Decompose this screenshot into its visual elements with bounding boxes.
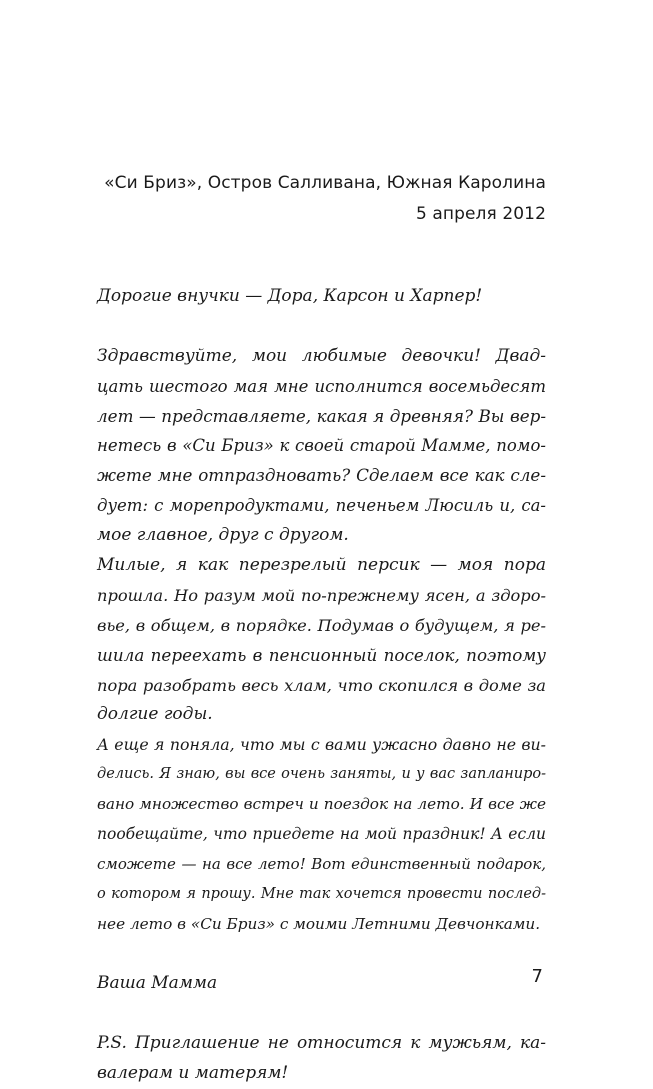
paragraph-1: [97, 342, 546, 551]
text-line: прошла. Но разум мой по-прежнему ясен, а здоро-: [97, 585, 546, 605]
salutation: Дорогие внучки — Дора, Карсон и Харпер!: [97, 286, 483, 306]
location-line: «Си Бриз», Остров Салливана, Южная Каролина: [104, 173, 546, 193]
postscript: [97, 1029, 546, 1089]
text-line: пора разобрать весь хлам, что скопился в доме за: [97, 675, 546, 695]
text-line: P.S. Приглашение не относится к мужьям, ка-: [97, 1033, 546, 1054]
paragraph-3: [97, 730, 546, 939]
text-line: нее лето в «Си Бриз» с моими Летними Девчонками.: [97, 914, 541, 933]
text-line: вано множество встреч и поездок на лето. И все же: [97, 795, 546, 814]
page-number: 7: [531, 966, 543, 987]
letter-header: [104, 168, 546, 230]
text-line: А еще я поняла, что мы с вами ужасно давно не ви-: [97, 735, 546, 755]
text-line: делись. Я знаю, вы все очень заняты, и у вас запланиро-: [97, 766, 546, 783]
date-line: 5 апреля 2012: [415, 204, 546, 224]
text-line: валерам и матерям!: [97, 1063, 289, 1084]
text-line: Милые, я как перезрелый персик — моя пора: [97, 555, 546, 576]
text-line: долгие годы.: [97, 704, 213, 725]
text-line: лет — представляете, какая я древняя? Вы вер-: [97, 405, 546, 426]
text-line: шила переехать в пенсионный поселок, поэтому: [97, 644, 546, 665]
text-line: жете мне отпраздновать? Сделаем все как сле-: [97, 465, 546, 486]
signature: Ваша Мамма: [97, 973, 218, 994]
text-line: нетесь в «Си Бриз» к своей старой Мамме, помо-: [97, 436, 546, 456]
text-line: Здравствуйте, мои любимые девочки! Двад-: [97, 345, 546, 366]
text-line: мое главное, друг с другом.: [97, 525, 349, 546]
paragraph-2: [97, 551, 546, 730]
text-line: пообещайте, что приедете на мой праздник! А если: [97, 825, 546, 844]
text-line: о котором я прошу. Мне так хочется провести послед-: [97, 885, 546, 902]
text-line: вье, в общем, в порядке. Подумав о будущем, я ре-: [97, 615, 546, 635]
letter-body: [97, 282, 546, 1089]
text-line: дует: с морепродуктами, печеньем Люсиль и, са-: [97, 496, 546, 516]
text-line: цать шестого мая мне исполнится восемьдесят: [97, 376, 546, 396]
text-line: сможете — на все лето! Вот единственный подарок,: [97, 854, 546, 873]
